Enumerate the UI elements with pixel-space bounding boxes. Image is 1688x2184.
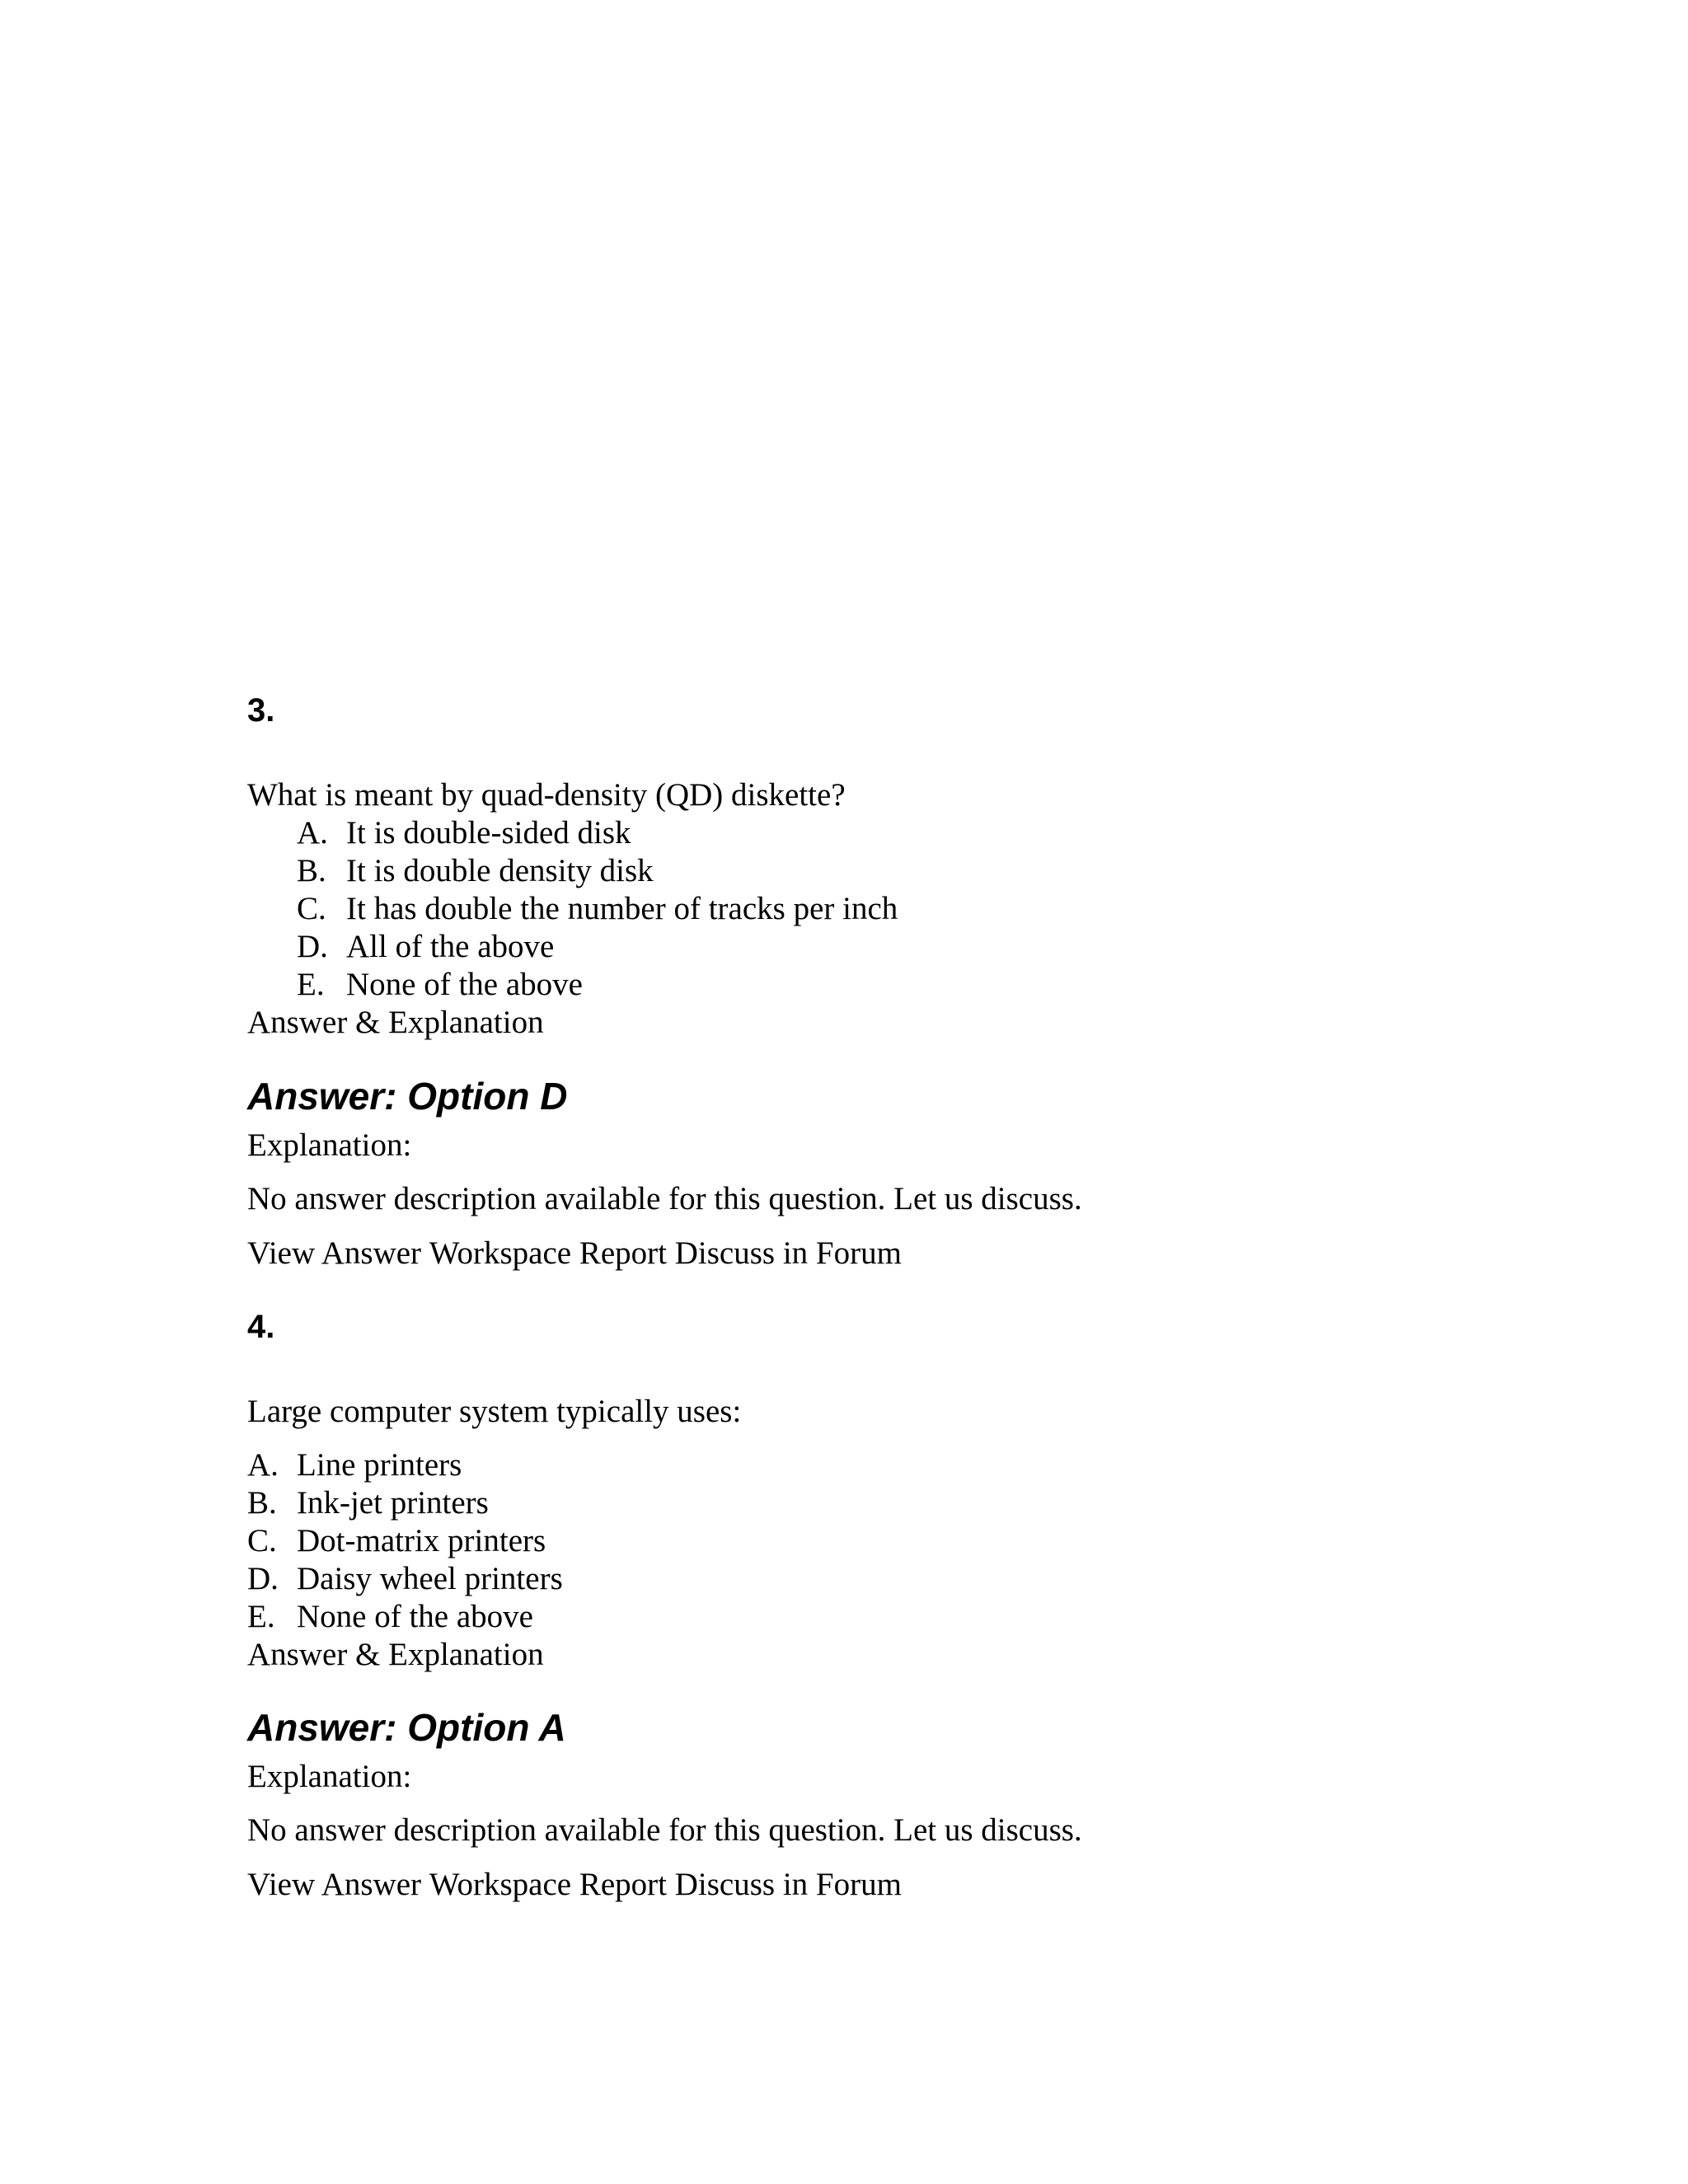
option-text: Dot-matrix printers: [297, 1523, 546, 1558]
q3-explanation-text: No answer description available for this question. Let us discuss.: [247, 1181, 1082, 1216]
option-text: It has double the number of tracks per inch: [346, 891, 898, 926]
q4-options-list: [247, 1446, 563, 1674]
option-text: Ink-jet printers: [297, 1485, 489, 1521]
q3-question-text: What is meant by quad-density (QD) diskette?: [247, 777, 846, 813]
q3-explanation-label: Explanation:: [247, 1127, 412, 1163]
discuss-in-forum-link[interactable]: Discuss in Forum: [674, 1235, 902, 1271]
q4-option-a[interactable]: [247, 1446, 563, 1484]
option-text: It is double-sided disk: [346, 815, 631, 851]
view-answer-link[interactable]: View Answer: [247, 1867, 422, 1902]
q3-answer-explanation-link[interactable]: Answer & Explanation: [247, 1005, 544, 1040]
option-text: None of the above: [297, 1599, 533, 1634]
option-letter: A.: [297, 815, 328, 851]
q3-options-list: [297, 814, 898, 1004]
q3-option-b[interactable]: [297, 852, 898, 890]
option-text: None of the above: [346, 967, 583, 1002]
option-letter: B.: [247, 1485, 277, 1521]
option-letter: C.: [297, 891, 326, 926]
option-text: It is double density disk: [346, 853, 654, 888]
workspace-link[interactable]: Workspace: [429, 1235, 572, 1271]
q3-option-e[interactable]: [297, 966, 898, 1004]
view-answer-link[interactable]: View Answer: [247, 1235, 422, 1271]
workspace-link[interactable]: Workspace: [429, 1867, 572, 1902]
report-link[interactable]: Report: [579, 1235, 667, 1271]
option-letter: C.: [247, 1523, 277, 1558]
option-letter: D.: [247, 1561, 279, 1596]
option-text: Daisy wheel printers: [297, 1561, 563, 1596]
q3-option-d[interactable]: [297, 928, 898, 966]
q4-option-c[interactable]: [247, 1522, 563, 1560]
q4-answer-explanation-link[interactable]: Answer & Explanation: [247, 1637, 544, 1672]
q4-action-links: [247, 1866, 910, 1904]
option-letter: B.: [297, 853, 326, 888]
option-text: Line printers: [297, 1447, 462, 1483]
q4-answer-heading: Answer: Option A: [247, 1706, 566, 1749]
option-letter: D.: [297, 929, 328, 964]
q4-number: 4.: [247, 1309, 275, 1345]
q3-option-c[interactable]: [297, 890, 898, 928]
option-text: All of the above: [346, 929, 555, 964]
q4-option-e[interactable]: [247, 1598, 563, 1636]
q3-action-links: [247, 1235, 910, 1272]
q4-explanation-label: Explanation:: [247, 1759, 412, 1794]
q3-answer-heading: Answer: Option D: [247, 1075, 568, 1118]
q4-option-d[interactable]: [247, 1560, 563, 1598]
discuss-in-forum-link[interactable]: Discuss in Forum: [674, 1867, 902, 1902]
q4-explanation-text: No answer description available for this question. Let us discuss.: [247, 1812, 1082, 1848]
q3-number: 3.: [247, 692, 275, 729]
option-letter: E.: [247, 1599, 275, 1634]
q4-option-b[interactable]: [247, 1484, 563, 1522]
report-link[interactable]: Report: [579, 1867, 667, 1902]
q3-option-a[interactable]: [297, 814, 898, 852]
option-letter: E.: [297, 967, 325, 1002]
option-letter: A.: [247, 1447, 279, 1483]
q4-question-text: Large computer system typically uses:: [247, 1394, 742, 1429]
